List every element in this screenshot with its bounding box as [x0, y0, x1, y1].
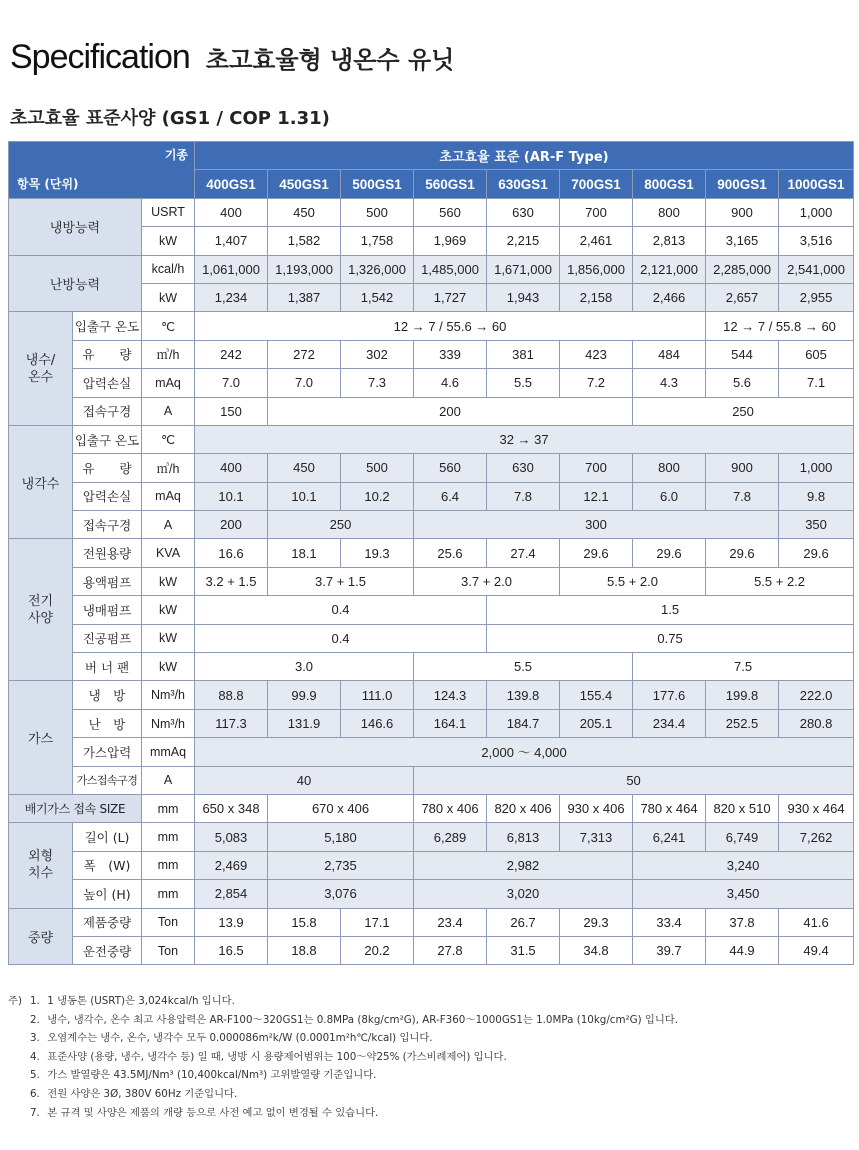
- category-chilled-water: 냉수/ 온수: [9, 312, 73, 426]
- value-cell: 250: [268, 511, 414, 539]
- value-cell: 10.2: [341, 482, 414, 510]
- value-cell: 3.2 + 1.5: [195, 567, 268, 595]
- unit-cell: kW: [142, 653, 195, 681]
- value-cell: 146.6: [341, 709, 414, 737]
- value-cell: 41.6: [779, 908, 854, 936]
- unit-cell: Nm³/h: [142, 681, 195, 709]
- value-cell: 450: [268, 454, 341, 482]
- sub-label: 유 량: [73, 340, 142, 368]
- unit-cell: kW: [142, 624, 195, 652]
- value-cell: 2,466: [633, 283, 706, 311]
- unit-cell: kW: [142, 567, 195, 595]
- value-cell: 0.4: [195, 596, 487, 624]
- value-cell: 3.7 + 2.0: [414, 567, 560, 595]
- value-cell: 300: [414, 511, 779, 539]
- value-cell: 1,407: [195, 227, 268, 255]
- value-cell: 12.1: [560, 482, 633, 510]
- value-cell: 234.4: [633, 709, 706, 737]
- value-cell: 200: [195, 511, 268, 539]
- row-chilled-loss: [9, 369, 854, 397]
- row-gas-pressure: [9, 738, 854, 766]
- value-cell: 2,813: [633, 227, 706, 255]
- value-cell: 31.5: [487, 936, 560, 964]
- value-cell: 18.8: [268, 936, 341, 964]
- note-text: 전원 사양은 3Ø, 380V 60Hz 기준입니다.: [47, 1087, 238, 1100]
- value-cell: 7.8: [706, 482, 779, 510]
- value-cell: 222.0: [779, 681, 854, 709]
- value-cell: 930 x 464: [779, 794, 854, 822]
- value-cell: 29.6: [633, 539, 706, 567]
- category-electric: 전기 사양: [9, 539, 73, 681]
- value-cell: 49.4: [779, 936, 854, 964]
- value-cell: 2,541,000: [779, 255, 854, 283]
- value-cell: 5.5 + 2.0: [560, 567, 706, 595]
- value-cell: 20.2: [341, 936, 414, 964]
- sub-label: 가스접속구경: [73, 766, 142, 794]
- row-gas-heat: [9, 709, 854, 737]
- header-item: 항목 (단위): [17, 176, 79, 191]
- value-cell: 3,165: [706, 227, 779, 255]
- value-cell: 560: [414, 454, 487, 482]
- value-cell: 3,076: [268, 880, 414, 908]
- row-weight-operating: [9, 936, 854, 964]
- value-cell: 302: [341, 340, 414, 368]
- notes-list: [8, 992, 678, 1122]
- value-cell: 423: [560, 340, 633, 368]
- unit-cell: kW: [142, 596, 195, 624]
- category-cooling-water: 냉각수: [9, 425, 73, 539]
- value-cell: 10.1: [268, 482, 341, 510]
- unit-cell: kW: [142, 227, 195, 255]
- sub-label: 입출구 온도: [73, 312, 142, 340]
- value-cell: 1,387: [268, 283, 341, 311]
- value-cell: 1,542: [341, 283, 414, 311]
- sub-label: 운전중량: [73, 936, 142, 964]
- value-cell: 242: [195, 340, 268, 368]
- unit-cell: mAq: [142, 369, 195, 397]
- value-cell: 200: [268, 397, 633, 425]
- value-cell: 1,727: [414, 283, 487, 311]
- row-dim-width: [9, 851, 854, 879]
- unit-cell: KVA: [142, 539, 195, 567]
- value-cell: 1,758: [341, 227, 414, 255]
- value-cell: 7.2: [560, 369, 633, 397]
- sub-label: 용액펌프: [73, 567, 142, 595]
- value-cell: 4.6: [414, 369, 487, 397]
- value-cell: 500: [341, 198, 414, 226]
- row-dim-length: [9, 823, 854, 851]
- row-elec-burner: [9, 653, 854, 681]
- note-text: 1 냉동톤 (USRT)은 3,024kcal/h 입니다.: [47, 995, 235, 1007]
- value-cell: 6,241: [633, 823, 706, 851]
- value-cell: 2,000 ～ 4,000: [195, 738, 854, 766]
- value-cell: 560: [414, 198, 487, 226]
- unit-cell: mAq: [142, 482, 195, 510]
- note-number: 7.: [30, 1106, 40, 1119]
- value-cell: 7.1: [779, 369, 854, 397]
- header-basis: 기종: [164, 148, 189, 162]
- value-cell: 6.0: [633, 482, 706, 510]
- value-cell: 450: [268, 198, 341, 226]
- note-text: 가스 발열량은 43.5MJ/Nm³ (10,400kcal/Nm³) 고위발열량 기준입니다.: [47, 1069, 377, 1082]
- unit-cell: mmAq: [142, 738, 195, 766]
- value-cell: 7.5: [633, 653, 854, 681]
- value-cell: 26.7: [487, 908, 560, 936]
- value-cell: 13.9: [195, 908, 268, 936]
- value-cell: 131.9: [268, 709, 341, 737]
- value-cell: 250: [633, 397, 854, 425]
- title-english: Specification: [10, 38, 190, 76]
- note-item: [30, 1104, 678, 1123]
- value-cell: 630: [487, 454, 560, 482]
- unit-cell: ℃: [142, 312, 195, 340]
- model-cell: 900GS1: [706, 170, 779, 198]
- sub-label: 폭 (W): [73, 851, 142, 879]
- sub-label: 압력손실: [73, 369, 142, 397]
- value-cell: 32 → 37: [195, 425, 854, 453]
- value-cell: 7,313: [560, 823, 633, 851]
- value-cell: 16.5: [195, 936, 268, 964]
- sub-label: 유 량: [73, 454, 142, 482]
- row-cw-loss: [9, 482, 854, 510]
- value-cell: 7,262: [779, 823, 854, 851]
- notes: [8, 992, 678, 1122]
- sub-label: 접속구경: [73, 511, 142, 539]
- unit-cell: mm: [142, 823, 195, 851]
- value-cell: 3.7 + 1.5: [268, 567, 414, 595]
- value-cell: 124.3: [414, 681, 487, 709]
- sub-label: 높이 (H): [73, 880, 142, 908]
- value-cell: 1,485,000: [414, 255, 487, 283]
- value-cell: 272: [268, 340, 341, 368]
- value-cell: 544: [706, 340, 779, 368]
- value-cell: 800: [633, 454, 706, 482]
- note-item: [30, 1085, 678, 1104]
- note-number: 1.: [30, 995, 40, 1007]
- model-cell: 630GS1: [487, 170, 560, 198]
- value-cell: 3.0: [195, 653, 414, 681]
- value-cell: 39.7: [633, 936, 706, 964]
- note-item: [30, 1029, 678, 1048]
- row-chilled-flow: [9, 340, 854, 368]
- value-cell: 50: [414, 766, 854, 794]
- row-chilled-temp: [9, 312, 854, 340]
- value-cell: 800: [633, 198, 706, 226]
- value-cell: 1,582: [268, 227, 341, 255]
- value-cell: 205.1: [560, 709, 633, 737]
- value-cell: 820 x 510: [706, 794, 779, 822]
- value-cell: 6.4: [414, 482, 487, 510]
- unit-cell: mm: [142, 880, 195, 908]
- row-elec-power: [9, 539, 854, 567]
- note-text: 표준사양 (용량, 냉수, 냉각수 등) 일 때, 냉방 시 용량제어범위는 100～약25% (가스비례제어) 입니다.: [47, 1050, 507, 1063]
- header-corner: [9, 142, 195, 199]
- sub-label: 가스압력: [73, 738, 142, 766]
- value-cell: 1,000: [779, 454, 854, 482]
- value-cell: 18.1: [268, 539, 341, 567]
- value-cell: 1,969: [414, 227, 487, 255]
- note-number: 5.: [30, 1069, 40, 1082]
- value-cell: 650 x 348: [195, 794, 268, 822]
- value-cell: 2,735: [268, 851, 414, 879]
- value-cell: 5,083: [195, 823, 268, 851]
- value-cell: 44.9: [706, 936, 779, 964]
- row-gas-cool: [9, 681, 854, 709]
- value-cell: 155.4: [560, 681, 633, 709]
- category-heating: 난방능력: [9, 255, 142, 312]
- row-cw-temp: [9, 425, 854, 453]
- value-cell: 280.8: [779, 709, 854, 737]
- value-cell: 0.4: [195, 624, 487, 652]
- unit-cell: kcal/h: [142, 255, 195, 283]
- unit-cell: mm: [142, 851, 195, 879]
- value-cell: 5.5 + 2.2: [706, 567, 854, 595]
- note-item: [30, 1011, 678, 1030]
- value-cell: 6,813: [487, 823, 560, 851]
- value-cell: 2,982: [414, 851, 633, 879]
- value-cell: 23.4: [414, 908, 487, 936]
- category-cooling: 냉방능력: [9, 198, 142, 255]
- unit-cell: Ton: [142, 936, 195, 964]
- unit-cell: USRT: [142, 198, 195, 226]
- value-cell: 7.3: [341, 369, 414, 397]
- unit-cell: A: [142, 511, 195, 539]
- value-cell: 199.8: [706, 681, 779, 709]
- value-cell: 3,020: [414, 880, 633, 908]
- row-elec-refpump: [9, 596, 854, 624]
- value-cell: 6,749: [706, 823, 779, 851]
- sub-label: 난 방: [73, 709, 142, 737]
- note-number: 4.: [30, 1050, 40, 1063]
- value-cell: 6,289: [414, 823, 487, 851]
- value-cell: 2,121,000: [633, 255, 706, 283]
- value-cell: 900: [706, 454, 779, 482]
- value-cell: 605: [779, 340, 854, 368]
- unit-cell: Nm³/h: [142, 709, 195, 737]
- value-cell: 700: [560, 198, 633, 226]
- value-cell: 15.8: [268, 908, 341, 936]
- value-cell: 339: [414, 340, 487, 368]
- note-text: 냉수, 냉각수, 온수 최고 사용압력은 AR-F100～320GS1는 0.8MPa (8kg/cm²G), AR-F360～1000GS1는 1.0MPa (10kg/cm²G) 입니다.: [47, 1013, 678, 1026]
- value-cell: 17.1: [341, 908, 414, 936]
- sub-label: 냉 방: [73, 681, 142, 709]
- sub-label: 길이 (L): [73, 823, 142, 851]
- value-cell: 25.6: [414, 539, 487, 567]
- value-cell: 164.1: [414, 709, 487, 737]
- value-cell: 3,240: [633, 851, 854, 879]
- value-cell: 1,061,000: [195, 255, 268, 283]
- value-cell: 88.8: [195, 681, 268, 709]
- model-cell: 560GS1: [414, 170, 487, 198]
- unit-cell: A: [142, 397, 195, 425]
- value-cell: 19.3: [341, 539, 414, 567]
- sub-label: 버 너 팬: [73, 653, 142, 681]
- value-cell: 33.4: [633, 908, 706, 936]
- value-cell: 111.0: [341, 681, 414, 709]
- value-cell: 0.75: [487, 624, 854, 652]
- value-cell: 630: [487, 198, 560, 226]
- value-cell: 10.1: [195, 482, 268, 510]
- value-cell: 2,285,000: [706, 255, 779, 283]
- value-cell: 1,856,000: [560, 255, 633, 283]
- value-cell: 99.9: [268, 681, 341, 709]
- row-cw-conn: [9, 511, 854, 539]
- sub-label: 제품중량: [73, 908, 142, 936]
- row-elec-solpump: [9, 567, 854, 595]
- value-cell: 2,215: [487, 227, 560, 255]
- value-cell: 780 x 464: [633, 794, 706, 822]
- value-cell: 7.0: [268, 369, 341, 397]
- value-cell: 7.0: [195, 369, 268, 397]
- model-cell: 450GS1: [268, 170, 341, 198]
- value-cell: 820 x 406: [487, 794, 560, 822]
- value-cell: 3,516: [779, 227, 854, 255]
- value-cell: 670 x 406: [268, 794, 414, 822]
- value-cell: 7.8: [487, 482, 560, 510]
- sub-label: 압력손실: [73, 482, 142, 510]
- value-cell: 381: [487, 340, 560, 368]
- note-item: [30, 1048, 678, 1067]
- row-elec-vacpump: [9, 624, 854, 652]
- value-cell: 484: [633, 340, 706, 368]
- value-cell: 400: [195, 454, 268, 482]
- value-cell: 780 x 406: [414, 794, 487, 822]
- spec-table: [8, 141, 854, 965]
- value-cell: 4.3: [633, 369, 706, 397]
- note-number: 6.: [30, 1087, 40, 1100]
- value-cell: 29.6: [706, 539, 779, 567]
- value-cell: 5,180: [268, 823, 414, 851]
- value-cell: 37.8: [706, 908, 779, 936]
- page-title: [10, 38, 454, 77]
- value-cell: 34.8: [560, 936, 633, 964]
- value-cell: 500: [341, 454, 414, 482]
- unit-cell: A: [142, 766, 195, 794]
- value-cell: 117.3: [195, 709, 268, 737]
- note-number: 2.: [30, 1013, 40, 1026]
- value-cell: 400: [195, 198, 268, 226]
- value-cell: 27.4: [487, 539, 560, 567]
- title-korean: 초고효율형 냉온수 유닛: [205, 46, 455, 74]
- value-cell: 252.5: [706, 709, 779, 737]
- row-exhaust: [9, 794, 854, 822]
- value-cell: 139.8: [487, 681, 560, 709]
- category-exhaust: 배기가스 접속 SIZE: [9, 794, 142, 822]
- sub-label: 전원용량: [73, 539, 142, 567]
- value-cell: 40: [195, 766, 414, 794]
- value-cell: 5.5: [414, 653, 633, 681]
- row-cooling-usrt: [9, 198, 854, 226]
- notes-label: 주): [8, 995, 22, 1007]
- value-cell: 700: [560, 454, 633, 482]
- value-cell: 2,955: [779, 283, 854, 311]
- value-cell: 1,000: [779, 198, 854, 226]
- value-cell: 1.5: [487, 596, 854, 624]
- category-dimensions: 외형 치수: [9, 823, 73, 908]
- unit-cell: ㎥/h: [142, 454, 195, 482]
- value-cell: 9.8: [779, 482, 854, 510]
- row-cw-flow: [9, 454, 854, 482]
- unit-cell: kW: [142, 283, 195, 311]
- note-text: 본 규격 및 사양은 제품의 개량 등으로 사전 예고 없이 변경될 수 있습니다.: [47, 1106, 379, 1119]
- note-item: [30, 1066, 678, 1085]
- row-heating-kcal: [9, 255, 854, 283]
- value-cell: 1,326,000: [341, 255, 414, 283]
- value-cell: 27.8: [414, 936, 487, 964]
- note-item: [30, 992, 678, 1011]
- value-cell: 1,671,000: [487, 255, 560, 283]
- value-cell: 12 → 7 / 55.8 → 60: [706, 312, 854, 340]
- value-cell: 150: [195, 397, 268, 425]
- value-cell: 1,193,000: [268, 255, 341, 283]
- value-cell: 930 x 406: [560, 794, 633, 822]
- header-row-1: [9, 142, 854, 170]
- row-chilled-conn: [9, 397, 854, 425]
- category-gas: 가스: [9, 681, 73, 795]
- value-cell: 2,657: [706, 283, 779, 311]
- value-cell: 2,854: [195, 880, 268, 908]
- model-cell: 800GS1: [633, 170, 706, 198]
- header-group: 초고효율 표준 (AR-F Type): [195, 142, 854, 170]
- value-cell: 29.6: [560, 539, 633, 567]
- note-text: 오염계수는 냉수, 온수, 냉각수 모두 0.000086m²k/W (0.0001m²h℃/kcal) 입니다.: [47, 1032, 433, 1045]
- model-cell: 1000GS1: [779, 170, 854, 198]
- sub-label: 냉매펌프: [73, 596, 142, 624]
- subtitle: 초고효율 표준사양 (GS1 / COP 1.31): [10, 108, 330, 129]
- value-cell: 29.6: [779, 539, 854, 567]
- row-weight-product: [9, 908, 854, 936]
- model-cell: 400GS1: [195, 170, 268, 198]
- unit-cell: ℃: [142, 425, 195, 453]
- row-dim-height: [9, 880, 854, 908]
- model-cell: 500GS1: [341, 170, 414, 198]
- value-cell: 5.6: [706, 369, 779, 397]
- sub-label: 진공펌프: [73, 624, 142, 652]
- value-cell: 3,450: [633, 880, 854, 908]
- value-cell: 2,469: [195, 851, 268, 879]
- value-cell: 2,158: [560, 283, 633, 311]
- unit-cell: ㎥/h: [142, 340, 195, 368]
- row-gas-conn: [9, 766, 854, 794]
- category-weight: 중량: [9, 908, 73, 965]
- value-cell: 900: [706, 198, 779, 226]
- model-cell: 700GS1: [560, 170, 633, 198]
- value-cell: 350: [779, 511, 854, 539]
- value-cell: 12 → 7 / 55.6 → 60: [195, 312, 706, 340]
- value-cell: 177.6: [633, 681, 706, 709]
- value-cell: 184.7: [487, 709, 560, 737]
- value-cell: 1,943: [487, 283, 560, 311]
- note-number: 3.: [30, 1032, 40, 1045]
- sub-label: 접속구경: [73, 397, 142, 425]
- sub-label: 입출구 온도: [73, 425, 142, 453]
- unit-cell: Ton: [142, 908, 195, 936]
- unit-cell: mm: [142, 794, 195, 822]
- value-cell: 1,234: [195, 283, 268, 311]
- value-cell: 5.5: [487, 369, 560, 397]
- value-cell: 2,461: [560, 227, 633, 255]
- value-cell: 16.6: [195, 539, 268, 567]
- value-cell: 29.3: [560, 908, 633, 936]
